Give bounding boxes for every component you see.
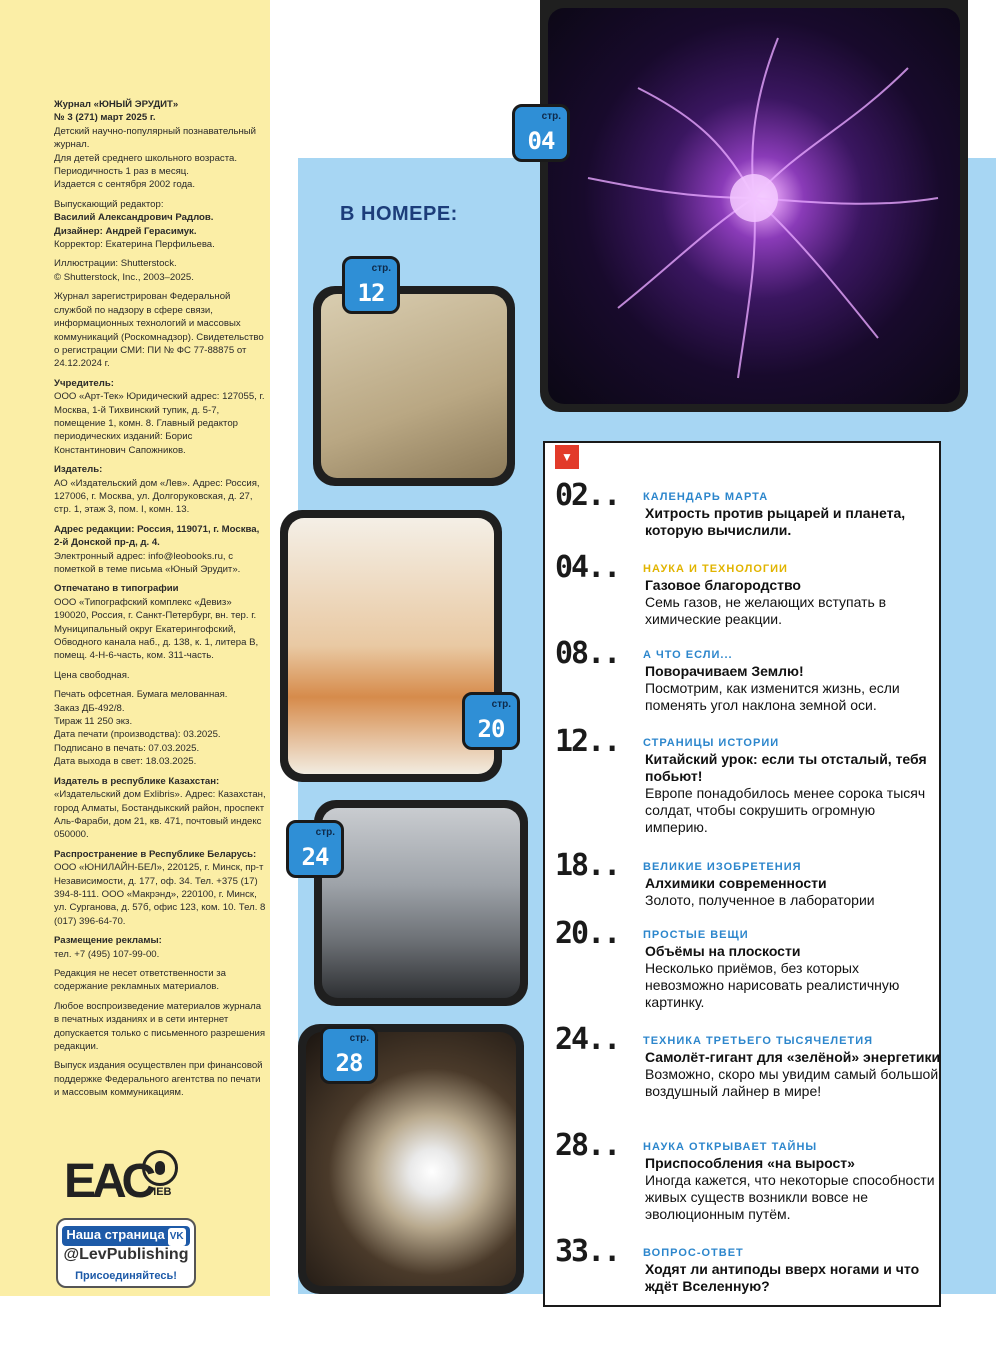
toc-page-number: 02.. <box>555 478 620 513</box>
toc-category: ТЕХНИКА ТРЕТЬЕГО ТЫСЯЧЕЛЕТИЯ <box>643 1035 874 1047</box>
toc-page-number: 18.. <box>555 848 620 883</box>
imprint-line: Издается с сентября 2002 года. <box>54 179 196 191</box>
toc-category: НАУКА ОТКРЫВАЕТ ТАЙНЫ <box>643 1141 818 1153</box>
imprint-copyright: Любое воспроизведение материалов журнала в печатных изданиях и в сети интернет допускается только с письменного разрешения редакции. <box>54 1000 266 1052</box>
imprint-heading: Отпечатано в типографии <box>54 583 179 595</box>
toc-page-number: 12.. <box>555 724 620 759</box>
toc-title-block <box>645 1049 941 1100</box>
toc-title-block <box>645 1155 941 1223</box>
toc-title: Китайский урок: если ты отсталый, тебя побьют! <box>645 751 927 784</box>
lev-logo <box>138 1150 182 1198</box>
imprint-line: Дата печати (производства): 03.2025. <box>54 729 221 741</box>
toc-title: Поворачиваем Землю! <box>645 663 804 679</box>
toc-description: Золото, полученное в лаборатории <box>645 892 875 908</box>
toc-category: ВЕЛИКИЕ ИЗОБРЕТЕНИЯ <box>643 861 802 873</box>
page-badge-label: стр. <box>349 1033 369 1044</box>
table-of-contents <box>543 441 941 1307</box>
imprint-line: Дата выхода в свет: 18.03.2025. <box>54 756 197 768</box>
imprint-email: Электронный адрес: info@leobooks.ru, с пометкой в теме письма «Юный Эрудит». <box>54 550 241 575</box>
vk-join: Присоединяйтесь! <box>75 1270 177 1282</box>
page-badge-24 <box>286 820 344 878</box>
toc-category: НАУКА И ТЕХНОЛОГИИ <box>643 563 788 575</box>
imprint-publisher: АО «Издательский дом «Лев». Адрес: Россия, 127006, г. Москва, ул. Долгоруковская, д. 27, стр. 1, этаж 3, пом. I, комн. 13. <box>54 477 260 516</box>
imprint-line: Тираж 11 250 экз. <box>54 716 133 728</box>
imprint-belarus: ООО «ЮНИЛАЙН-БЕЛ», 220125, г. Минск, пр-т Независимости, д. 177, оф. 34. Тел. +375 (17) 394-8-111. ООО «Макрэнд», 220100, г. Минск, ул. Сурганова, д. 57б, офис 123, ком. 10. Тел. 8 (017) 396-64-70. <box>54 862 266 927</box>
imprint-heading: Издатель: <box>54 464 103 476</box>
imprint-printer: ООО «Типографский комплекс «Девиз» 190020, Россия, г. Санкт-Петербург, вн. тер. г. Муниципальный округ Екатерингофский, Обводного канала наб., д. 138, к. 1, литера В, помещ. 4-Н-6-часть, ком. 311-часть. <box>54 596 259 662</box>
page-badge-number: 12 <box>357 279 385 307</box>
vk-line-1-text: Наша страница <box>66 1227 165 1242</box>
vk-handle: @LevPublishing <box>63 1246 189 1263</box>
imprint-editor: Василий Александрович Радлов. <box>54 212 214 224</box>
triangle-down-icon: ▼ <box>555 445 579 469</box>
toc-description: Европе понадобилось менее сорока тысяч солдат, чтобы сокрушить огромную империю. <box>645 785 926 835</box>
page-badge-label: стр. <box>315 827 335 838</box>
toc-page-number: 04.. <box>555 550 620 585</box>
imprint-kazakhstan: «Издательский дом Exlibris». Адрес: Казахстан, город Алматы, Бостандыкский район, проспект Аль-Фараби, дом 21, кв. 471, почтовый индекс 050000. <box>54 789 266 841</box>
imprint-magazine-name: Журнал «ЮНЫЙ ЭРУДИТ» <box>54 99 179 110</box>
toc-title-block <box>645 663 941 714</box>
toc-title: Самолёт-гигант для «зелёной» энергетики <box>645 1049 941 1065</box>
imprint-founder: ООО «Арт-Тек» Юридический адрес: 127055, г. Москва, 1-й Тихвинский тупик, д. 5-7, помещение 1, комн. 8. Главный редактор периодических изданий: Борис Константинович Сапожников. <box>54 391 265 456</box>
page-badge-28 <box>320 1026 378 1084</box>
imprint-heading: Издатель в республике Казахстан: <box>54 775 220 787</box>
page-badge-number: 04 <box>527 127 555 155</box>
toc-category: КАЛЕНДАРЬ МАРТА <box>643 491 769 503</box>
page-badge-label: стр. <box>371 263 391 274</box>
imprint-line: Заказ ДБ-492/8. <box>54 702 125 714</box>
toc-title-block <box>645 875 941 909</box>
toc-page-number: 20.. <box>555 916 620 951</box>
imprint-issue-number: № 3 (271) март 2025 г. <box>54 112 156 124</box>
imprint-line: © Shutterstock, Inc., 2003–2025. <box>54 271 194 283</box>
toc-title-block <box>645 943 941 1011</box>
toc-title-block <box>645 505 941 539</box>
imprint-heading: Распространение в Республике Беларусь: <box>54 848 257 860</box>
plasma-filaments <box>548 8 960 404</box>
toc-category: ВОПРОС-ОТВЕТ <box>643 1247 744 1259</box>
imprint-proofreader: Корректор: Екатерина Перфильева. <box>54 239 215 251</box>
toc-page-number: 28.. <box>555 1128 620 1163</box>
imprint-line: Детский научно-популярный познавательный журнал. <box>54 125 257 151</box>
toc-page-number: 08.. <box>555 636 620 671</box>
toc-title-block <box>645 751 941 836</box>
page-title: В НОМЕРЕ: <box>340 203 458 225</box>
page-badge-label: стр. <box>541 111 561 122</box>
imprint-designer: Дизайнер: Андрей Герасимук. <box>54 225 197 237</box>
photo-giant-airplane <box>314 800 528 1006</box>
imprint-editorial-address: Адрес редакции: Россия, 119071, г. Москва, 2-й Донской пр-д, д. 4. <box>54 523 260 549</box>
imprint-line: Печать офсетная. Бумага мелованная. <box>54 689 228 701</box>
toc-page-number: 33.. <box>555 1234 620 1269</box>
lion-icon <box>142 1150 178 1186</box>
toc-title-block <box>645 577 941 628</box>
imprint-price: Цена свободная. <box>54 669 130 681</box>
toc-description: Иногда кажется, что некоторые способности живых существ возникли вовсе не эволюционным путём. <box>645 1172 935 1222</box>
toc-title-block <box>645 1261 941 1295</box>
toc-title: Ходят ли антиподы вверх ногами и что ждёт Вселенную? <box>645 1261 920 1294</box>
imprint-heading: Размещение рекламы: <box>54 935 162 947</box>
page-badge-04 <box>512 104 570 162</box>
toc-category: А ЧТО ЕСЛИ... <box>643 649 733 661</box>
page-badge-label: стр. <box>491 699 511 710</box>
page-badge-20 <box>462 692 520 750</box>
imprint-registration: Журнал зарегистрирован Федеральной службой по надзору в сфере связи, информационных технологий и массовых коммуникаций (Роскомнадзор). Свидетельство о регистрации СМИ: ПИ № ФС 77-88875 от 24.12.2024 г. <box>54 291 264 370</box>
photo-plasma-ball <box>540 0 968 412</box>
imprint-line: Для детей среднего школьного возраста. <box>54 152 238 164</box>
imprint-ads-phone: тел. +7 (495) 107-99-00. <box>54 948 160 960</box>
toc-category: СТРАНИЦЫ ИСТОРИИ <box>643 737 780 749</box>
page-badge-number: 24 <box>301 843 329 871</box>
page-badge-12 <box>342 256 400 314</box>
toc-category: ПРОСТЫЕ ВЕЩИ <box>643 929 749 941</box>
photo-chinese-painting-image <box>321 294 507 478</box>
vk-icon: VK <box>168 1228 186 1246</box>
toc-title: Алхимики современности <box>645 875 827 891</box>
toc-description: Семь газов, не желающих вступать в химические реакции. <box>645 594 887 627</box>
imprint-support: Выпуск издания осуществлен при финансовой поддержке Федерального агентства по печати и массовым коммуникациям. <box>54 1060 263 1099</box>
toc-title: Приспособления «на вырост» <box>645 1155 855 1171</box>
imprint-line: Подписано в печать: 07.03.2025. <box>54 742 200 754</box>
imprint-disclaimer: Редакция не несет ответственности за содержание рекламных материалов. <box>54 967 226 993</box>
toc-title: Хитрость против рыцарей и планета, которую вычислили. <box>645 505 906 538</box>
imprint-line: Выпускающий редактор: <box>54 198 164 210</box>
eac-logo: ЕАС <box>64 1155 153 1208</box>
toc-description: Несколько приёмов, без которых невозможно нарисовать реалистичную картинку. <box>645 960 900 1010</box>
toc-description: Посмотрим, как изменится жизнь, если поменять угол наклона земной оси. <box>645 680 900 713</box>
page-badge-number: 20 <box>477 715 505 743</box>
imprint-text <box>54 98 266 1106</box>
imprint-line: Периодичность 1 раз в месяц. <box>54 166 189 178</box>
imprint-line: Иллюстрации: Shutterstock. <box>54 258 177 270</box>
vk-line-1 <box>62 1226 190 1246</box>
toc-title: Газовое благородство <box>645 577 801 593</box>
photo-giant-airplane-image <box>322 808 520 998</box>
page-badge-number: 28 <box>335 1049 363 1077</box>
toc-title: Объёмы на плоскости <box>645 943 801 959</box>
toc-page-number: 24.. <box>555 1022 620 1057</box>
imprint-heading: Учредитель: <box>54 377 114 389</box>
toc-description: Возможно, скоро мы увидим самый большой воздушный лайнер в мире! <box>645 1066 939 1099</box>
imprint-column <box>0 0 270 1296</box>
lev-logo-text: ЛЕВ <box>148 1186 172 1198</box>
vk-page-badge[interactable] <box>56 1218 196 1288</box>
photo-plasma-ball-image <box>548 8 960 404</box>
photo-chinese-painting <box>313 286 515 486</box>
